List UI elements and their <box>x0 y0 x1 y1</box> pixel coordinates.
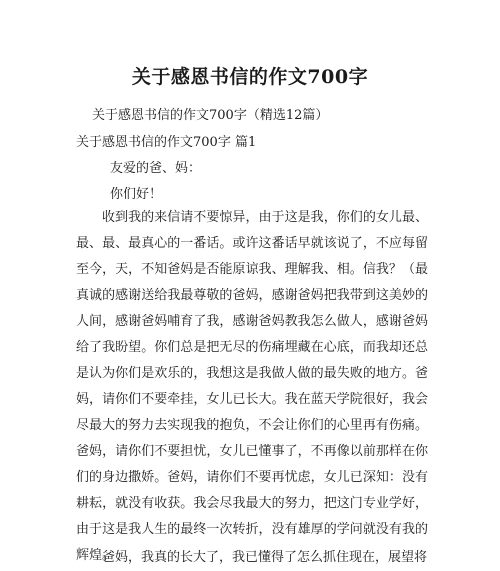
body-paragraph: 收到我的来信请不要惊异，由于这是我，你们的女儿最、最、最、最真心的一番话。或许这番话早就该说了，不应每留至今，天，不知爸妈是否能原谅我、理解我、相。信我？（最真诚的感谢送给我最尊敬的爸妈，感谢爸妈把我带到这美妙的人间，感谢爸妈哺育了我，感谢爸妈教我怎么做人，感谢爸妈给了我盼望。你们总是把无尽的伤痛埋藏在心底，而我却还总是认为你们是欢乐的，我想这是我做人做的最失败的地方。爸妈，请你们不要牵挂，女儿已长大。我在蓝天学院很好，我会尽最大的努力去实现我的抱负，不会让你们的心里再有伤痛。爸妈，请你们不要担忧，女儿已懂事了，不再像以前那样在你们的身边撒娇。爸妈，请你们不要再忧虑，女儿已深知：没有耕耘，就没有收获。我会尽我最大的努力，把这门专业学好，由于这是我人生的最终一次转折，没有雄厚的学问就没有我的辉煌。 <box>76 210 428 563</box>
document-title: 关于感恩书信的作文700字 <box>131 66 369 88</box>
body-paragraph: 爸妈，我真的长大了，我已懂得了怎么抓住现在，展望将 <box>102 550 428 565</box>
letter-greeting: 友爱的爸、妈： <box>110 161 202 176</box>
section-heading: 关于感恩书信的作文700字 篇1 <box>76 135 257 150</box>
letter-hello: 你们好！ <box>110 187 163 202</box>
document-subtitle: 关于感恩书信的作文700字（精选12篇） <box>92 108 329 123</box>
